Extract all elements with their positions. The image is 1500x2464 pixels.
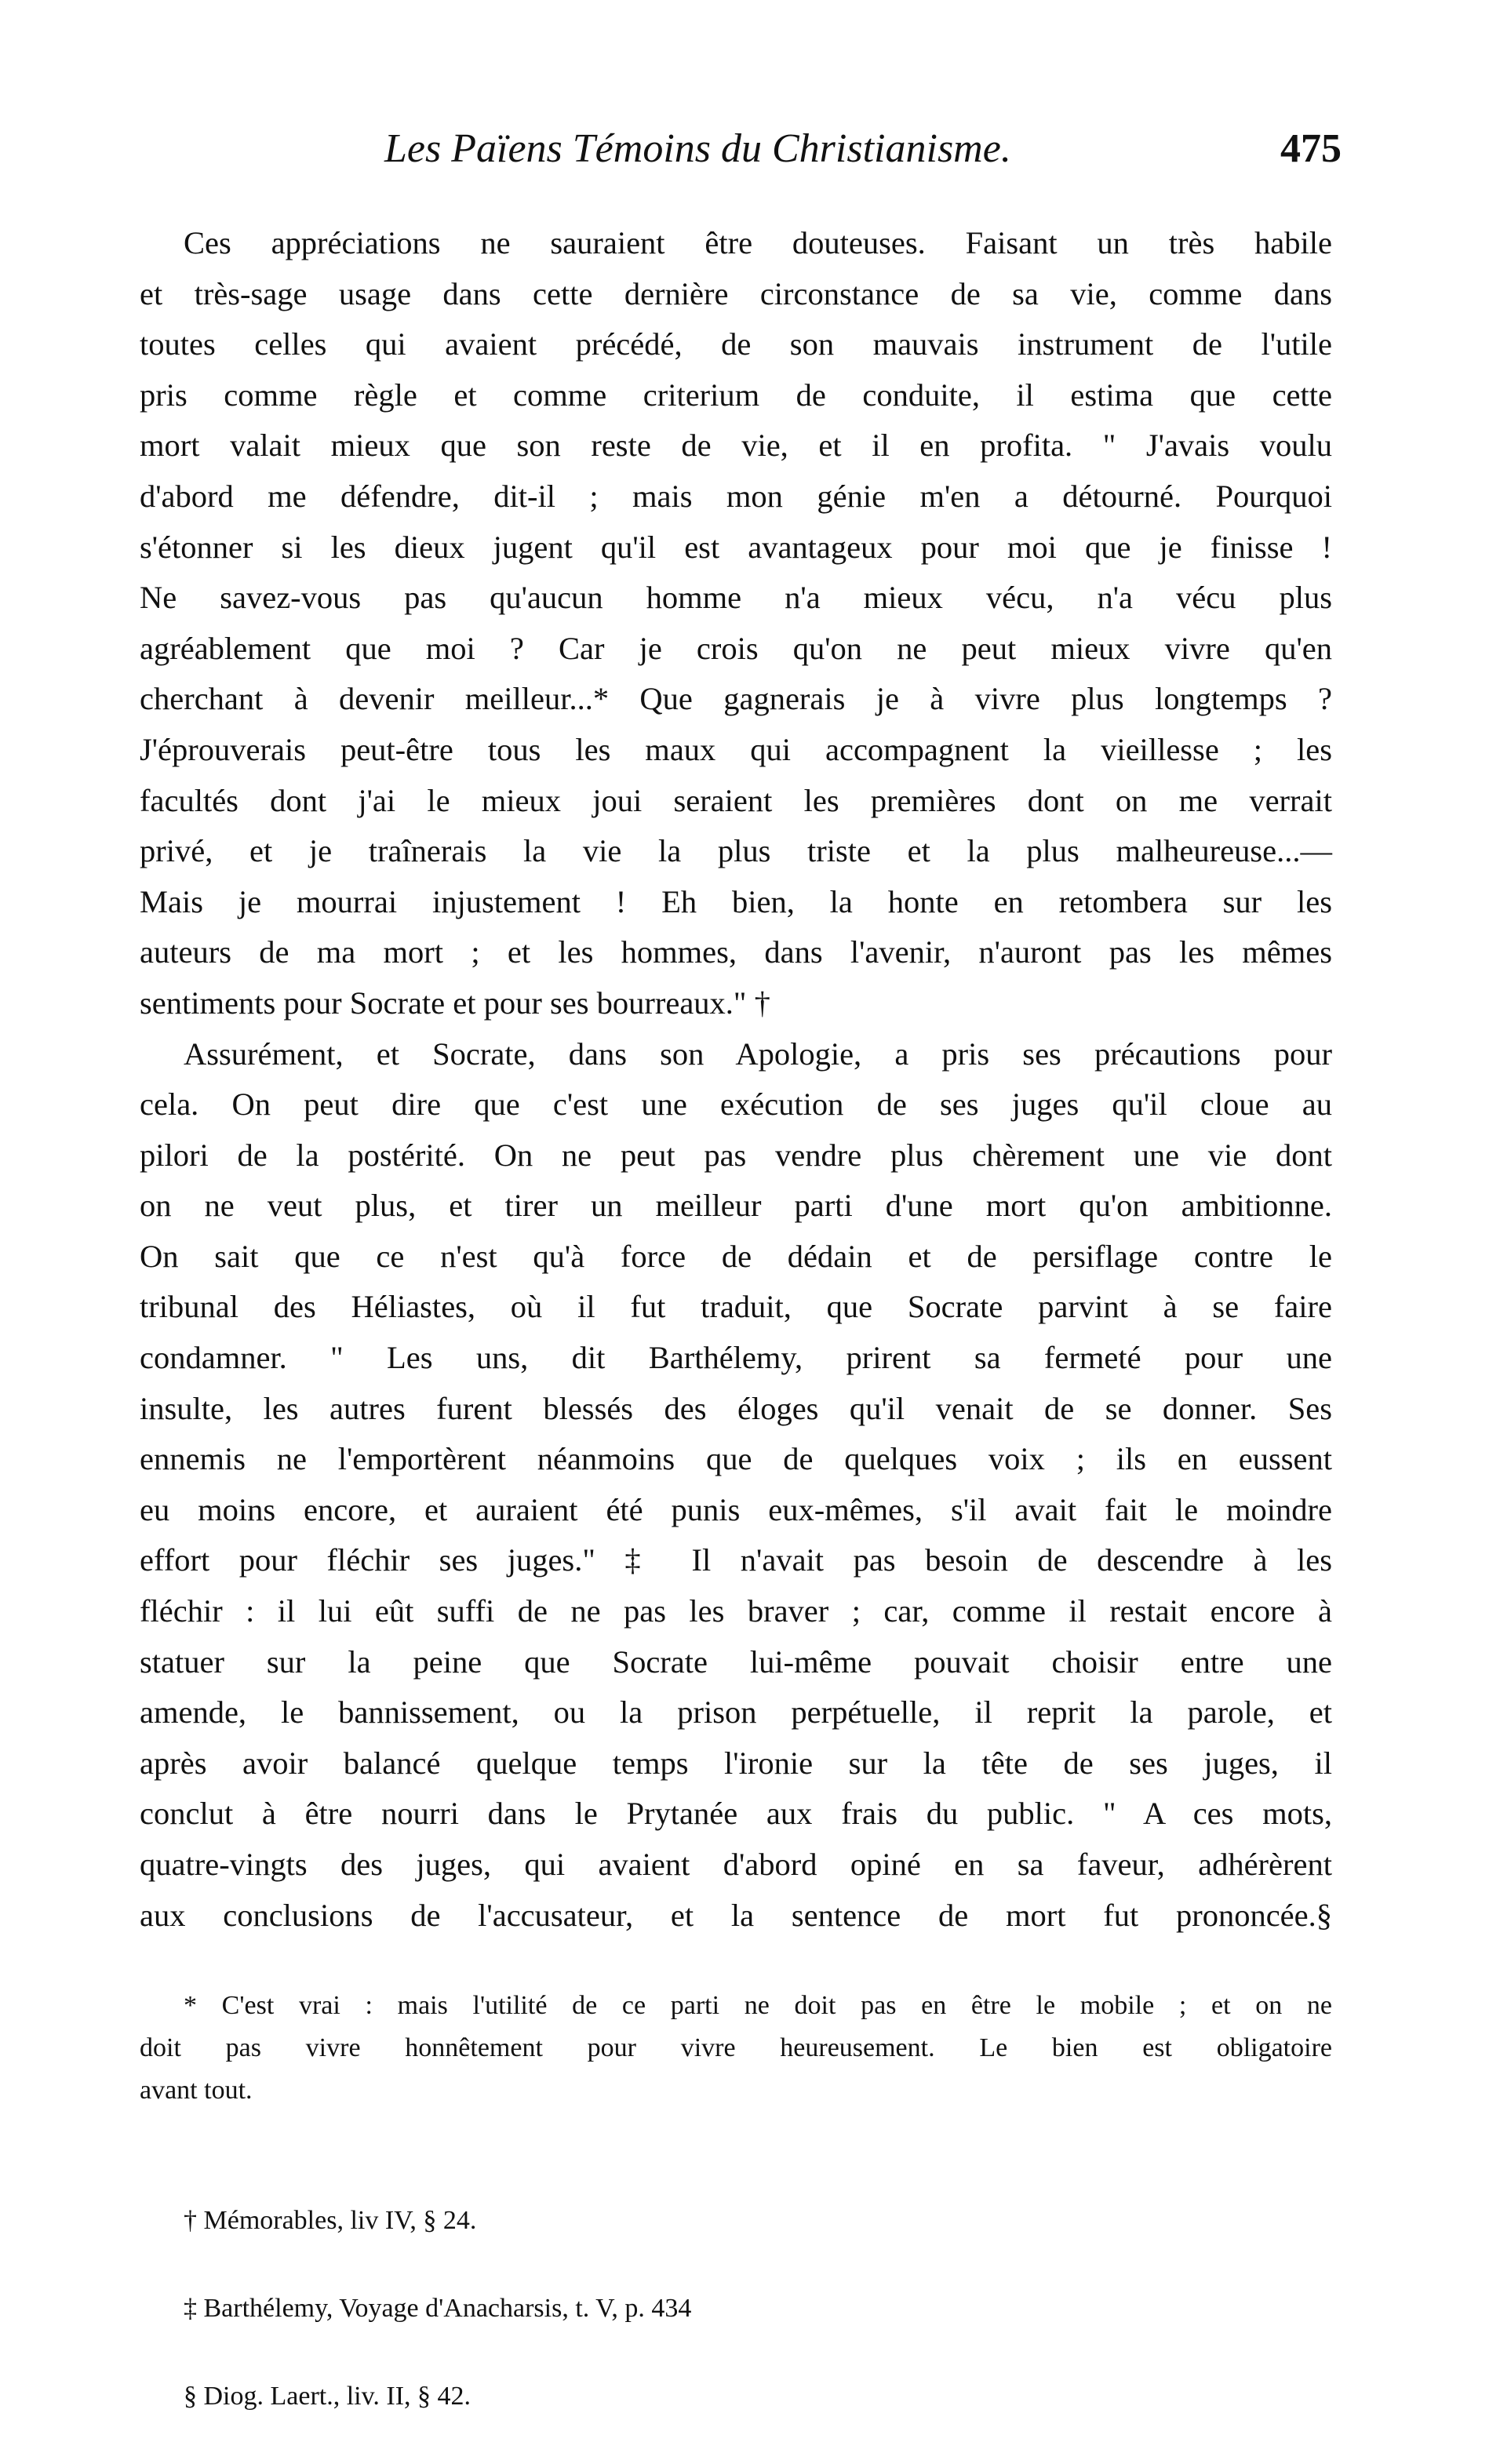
text-line: privé, et je traînerais la vie la plus triste et la plus malheureuse...— (140, 833, 1332, 869)
text-line: cherchant à devenir meilleur...* Que gagnerais je à vivre plus longtemps ? (140, 681, 1332, 717)
running-title: Les Païens Témoins du Christianisme. (384, 126, 1011, 171)
text-line: agréablement que moi ? Car je crois qu'on ne peut mieux vivre qu'en (140, 630, 1332, 666)
text-line: sentiments pour Socrate et pour ses bourreaux." † (140, 985, 770, 1021)
text-line: on ne veut plus, et tirer un meilleur parti d'une mort qu'on ambitionne. (140, 1188, 1332, 1224)
text-line: eu moins encore, et auraient été punis eux-mêmes, s'il avait fait le moindre (140, 1491, 1332, 1527)
text-line: statuer sur la peine que Socrate lui-même pouvait choisir entre une (140, 1643, 1332, 1680)
page-number: 475 (1280, 126, 1342, 171)
footnote-dagger: † Mémorables, liv IV, § 24. (184, 2206, 477, 2235)
text-line: auteurs de ma mort ; et les hommes, dans l'avenir, n'auront pas les mêmes (140, 934, 1332, 970)
footnote-line: avant tout. (140, 2076, 253, 2105)
text-line: condamner. " Les uns, dit Barthélemy, prirent sa fermeté pour une (140, 1340, 1332, 1376)
text-line: Ne savez-vous pas qu'aucun homme n'a mieux vécu, n'a vécu plus (140, 580, 1332, 616)
text-line: quatre-vingts des juges, qui avaient d'abord opiné en sa faveur, adhérèrent (140, 1847, 1332, 1882)
text-line: conclut à être nourri dans le Prytanée aux frais du public. " A ces mots, (140, 1796, 1332, 1832)
text-line: effort pour fléchir ses juges." ‡ Il n'avait pas besoin de descendre à les (140, 1542, 1332, 1578)
text-line: J'éprouverais peut-être tous les maux qui accompagnent la vieillesse ; les (140, 731, 1332, 767)
text-line: aux conclusions de l'accusateur, et la sentence de mort fut prononcée.§ (140, 1897, 1332, 1933)
text-line: d'abord me défendre, dit-il ; mais mon génie m'en a détourné. Pourquoi (140, 478, 1332, 514)
footnote-line: * C'est vrai : mais l'utilité de ce parti ne doit pas en être le mobile ; et on ne (184, 1991, 1332, 2020)
text-line: et très-sage usage dans cette dernière circonstance de sa vie, comme dans (140, 275, 1332, 311)
text-line: facultés dont j'ai le mieux joui seraient les premières dont on me verrait (140, 782, 1332, 818)
footnote-double-dagger: ‡ Barthélemy, Voyage d'Anacharsis, t. V, p. 434 (184, 2294, 692, 2323)
text-line: pris comme règle et comme criterium de conduite, il estima que cette (140, 377, 1332, 413)
footnotes (140, 1985, 1332, 2418)
text-line: mort valait mieux que son reste de vie, et il en profita. " J'avais voulu (140, 428, 1332, 464)
text-line: On sait que ce n'est qu'à force de dédain et de persiflage contre le (140, 1238, 1332, 1274)
main-text (140, 218, 1332, 1941)
footnote-line: doit pas vivre honnêtement pour vivre heureusement. Le bien est obligatoire (140, 2033, 1332, 2062)
text-line: s'étonner si les dieux jugent qu'il est avantageux pour moi que je finisse ! (140, 529, 1332, 565)
text-line: tribunal des Héliastes, où il fut traduit, que Socrate parvint à se faire (140, 1289, 1332, 1325)
text-line: Mais je mourrai injustement ! Eh bien, la honte en retombera sur les (140, 883, 1332, 919)
footnote-section: § Diog. Laert., liv. II, § 42. (184, 2382, 471, 2411)
text-line: Assurément, et Socrate, dans son Apologie, a pris ses précautions pour (184, 1035, 1332, 1072)
text-line: Ces appréciations ne sauraient être douteuses. Faisant un très habile (184, 225, 1332, 260)
text-line: insulte, les autres furent blessés des éloges qu'il venait de se donner. Ses (140, 1390, 1332, 1426)
text-line: toutes celles qui avaient précédé, de son mauvais instrument de l'utile (140, 326, 1332, 362)
text-line: ennemis ne l'emportèrent néanmoins que de quelques voix ; ils en eussent (140, 1441, 1332, 1477)
text-line: pilori de la postérité. On ne peut pas vendre plus chèrement une vie dont (140, 1137, 1332, 1173)
text-line: après avoir balancé quelque temps l'ironie sur la tête de ses juges, il (140, 1745, 1332, 1781)
running-header (369, 118, 1342, 180)
text-line: cela. On peut dire que c'est une exécution de ses juges qu'il cloue au (140, 1086, 1332, 1123)
text-line: fléchir : il lui eût suffi de ne pas les braver ; car, comme il restait encore à (140, 1593, 1332, 1629)
text-line: amende, le bannissement, ou la prison perpétuelle, il reprit la parole, et (140, 1694, 1332, 1731)
